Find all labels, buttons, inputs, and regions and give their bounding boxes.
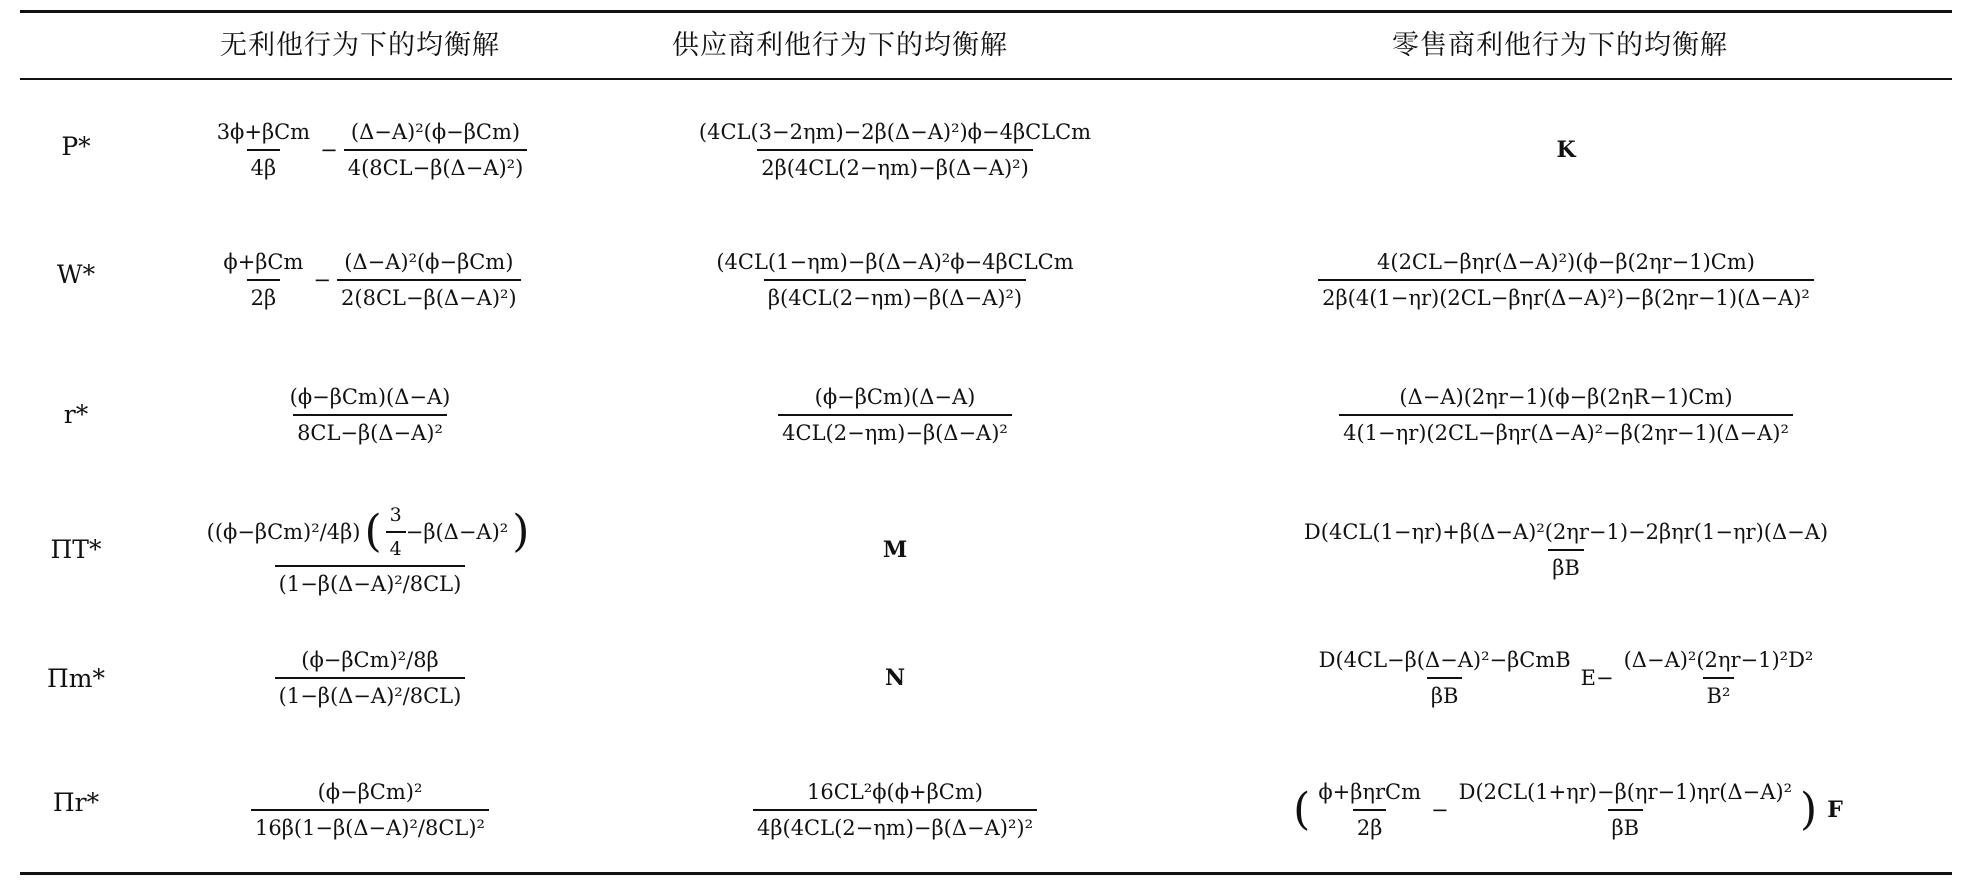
fraction	[1455, 780, 1796, 840]
numerator: 3ϕ+βCm	[216, 120, 311, 144]
header-retailer-altruism: 零售商利他行为下的均衡解	[1392, 30, 1728, 61]
cell-pit-col2	[610, 495, 1180, 605]
denominator: 4CL(2−ηm)−β(Δ−A)²	[778, 414, 1012, 445]
denominator: 4(1−ηr)(2CL−βηr(Δ−A)²−β(2ηr−1)(Δ−A)²	[1339, 414, 1793, 445]
right-bracket: )	[1800, 784, 1818, 835]
numerator: 4(2CL−βηr(Δ−A)²)(ϕ−β(2ηr−1)Cm)	[1377, 250, 1755, 274]
row-label-price: P*	[61, 132, 91, 161]
row-label-wholesale: W*	[56, 260, 96, 289]
fraction	[1318, 250, 1814, 310]
cell-pir-col2	[610, 755, 1180, 865]
cell-r-col1	[130, 365, 610, 465]
symbol-k: K	[1556, 137, 1576, 163]
numerator: D(2CL(1+ηr)−β(ηr−1)ηr(Δ−A)²	[1458, 780, 1793, 804]
left-bracket: (	[364, 506, 382, 557]
numerator: (ϕ−βCm)(Δ−A)	[814, 385, 976, 409]
cell-p-col2	[610, 100, 1180, 200]
cell-w-col3	[1180, 230, 1952, 330]
fraction	[213, 120, 314, 180]
operator: −	[313, 268, 332, 292]
right-bracket: )	[512, 506, 530, 557]
cell-pit-col3	[1180, 495, 1952, 605]
inner-fraction	[386, 504, 406, 560]
fraction	[1620, 648, 1818, 708]
denominator: 4β(4CL(2−ηm)−β(Δ−A)²)²	[753, 809, 1037, 840]
numerator: D(4CL−β(Δ−A)²−βCmB	[1318, 648, 1571, 672]
operator: E−	[1580, 666, 1614, 690]
numerator: (Δ−A)(2ηr−1)(ϕ−β(2ηR−1)Cm)	[1399, 385, 1733, 409]
table-top-rule	[20, 10, 1952, 13]
fraction	[286, 385, 455, 445]
cell-pit-col1	[130, 495, 610, 605]
numerator: (ϕ−βCm)²	[317, 780, 423, 804]
inner-numerator: 3	[389, 504, 402, 526]
row-label-profit-manufacturer: Πm*	[46, 664, 105, 693]
cell-r-col3	[1180, 365, 1952, 465]
numerator: ϕ+βCm	[223, 250, 304, 274]
numerator: (Δ−A)²(2ηr−1)²D²	[1623, 648, 1814, 672]
numerator-prefix: ((ϕ−βCm)²/4β)	[206, 520, 361, 544]
cell-pim-col2	[610, 628, 1180, 728]
numerator: (ϕ−βCm)²/8β	[301, 648, 439, 672]
fraction	[712, 250, 1077, 310]
denominator: βB	[1548, 549, 1584, 580]
numerator-suffix: −β(Δ−A)²	[405, 520, 509, 544]
operator: −	[1431, 798, 1449, 822]
cell-pir-col1	[130, 755, 610, 865]
denominator: β(4CL(2−ηm)−β(Δ−A)²)	[764, 279, 1026, 310]
symbol-f: F	[1827, 797, 1843, 823]
fraction	[1339, 385, 1793, 445]
denominator: (1−β(Δ−A)²/8CL)	[275, 677, 466, 708]
denominator: 8CL−β(Δ−A)²	[293, 414, 447, 445]
symbol-m: M	[882, 537, 908, 563]
fraction	[1314, 780, 1425, 840]
fraction	[251, 780, 489, 840]
numerator: ϕ+βηrCm	[1318, 780, 1421, 804]
fraction	[695, 120, 1095, 180]
numerator	[203, 504, 538, 565]
cell-w-col2	[610, 230, 1180, 330]
cell-pim-col3	[1180, 628, 1952, 728]
fraction	[778, 385, 1012, 445]
denominator: βB	[1608, 809, 1644, 840]
denominator: B²	[1703, 677, 1735, 708]
cell-pim-col1	[130, 628, 610, 728]
denominator: (1−β(Δ−A)²/8CL)	[275, 565, 466, 596]
fraction	[337, 250, 521, 310]
denominator: 2β	[247, 279, 281, 310]
inner-denominator: 4	[386, 531, 406, 560]
cell-p-col3	[1180, 100, 1952, 200]
denominator: 4(8CL−β(Δ−A)²)	[344, 149, 528, 180]
numerator: (4CL(1−ηm)−β(Δ−A)²ϕ−4βCLCm	[716, 250, 1074, 274]
fraction	[753, 780, 1037, 840]
cell-r-col2	[610, 365, 1180, 465]
denominator: 2β	[1353, 809, 1387, 840]
denominator: 2(8CL−β(Δ−A)²)	[337, 279, 521, 310]
table-bottom-rule	[20, 872, 1952, 875]
fraction	[1300, 520, 1832, 580]
header-no-altruism: 无利他行为下的均衡解	[220, 30, 500, 61]
cell-p-col1	[130, 100, 610, 200]
symbol-n: N	[884, 665, 906, 691]
numerator: (4CL(3−2ηm)−2β(Δ−A)²)ϕ−4βCLCm	[698, 120, 1092, 144]
cell-w-col1	[130, 230, 610, 330]
fraction	[344, 120, 528, 180]
numerator: 16CL²ϕ(ϕ+βCm)	[807, 780, 983, 804]
denominator: 16β(1−β(Δ−A)²/8CL)²	[251, 809, 489, 840]
denominator: βB	[1427, 677, 1463, 708]
operator: −	[320, 138, 338, 162]
numerator: D(4CL(1−ηr)+β(Δ−A)²(2ηr−1)−2βηr(1−ηr)(Δ−A)	[1303, 520, 1829, 544]
numerator: (ϕ−βCm)(Δ−A)	[289, 385, 451, 409]
table-header-rule	[20, 78, 1952, 80]
denominator: 4β	[247, 149, 281, 180]
row-label-rate: r*	[63, 400, 89, 429]
numerator: (Δ−A)²(ϕ−βCm)	[344, 250, 514, 274]
denominator: 2β(4CL(2−ηm)−β(Δ−A)²)	[757, 149, 1033, 180]
numerator: (Δ−A)²(ϕ−βCm)	[350, 120, 521, 144]
denominator: 2β(4(1−ηr)(2CL−βηr(Δ−A)²)−β(2ηr−1)(Δ−A)²	[1318, 279, 1814, 310]
header-supplier-altruism: 供应商利他行为下的均衡解	[672, 30, 1008, 61]
fraction	[219, 250, 307, 310]
fraction	[203, 504, 538, 596]
cell-pir-col3	[1180, 755, 1952, 865]
row-label-profit-total: ΠT*	[50, 535, 102, 564]
fraction	[275, 648, 466, 708]
left-bracket: (	[1293, 784, 1311, 835]
row-label-profit-retailer: Πr*	[52, 788, 100, 817]
fraction	[1315, 648, 1575, 708]
